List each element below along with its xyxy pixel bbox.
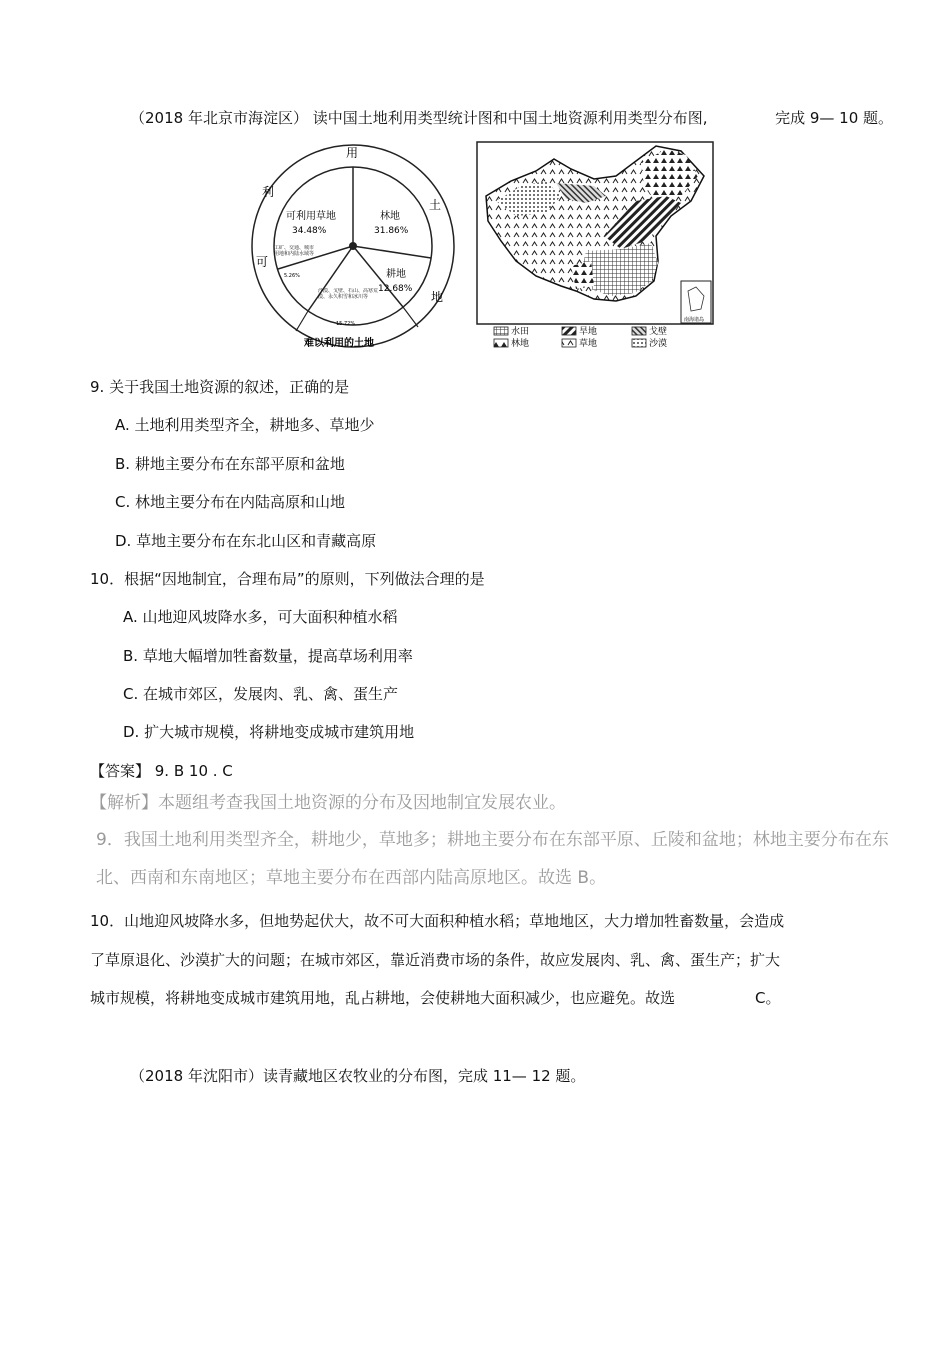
legend-label: 旱地 (579, 327, 598, 337)
legend-label: 林地 (511, 339, 530, 349)
explanation-10-line-1: 10．山地迎风坡降水多，但地势起伏大，故不可大面积种植水稻；草地地区，大力增加牲畜数量，会造成 (90, 912, 785, 930)
intro-text: 读中国土地利用类型统计图和中国土地资源利用类型分布图, (312, 109, 708, 127)
q10-option-a: A. 山地迎风坡降水多，可大面积种植水稻 (123, 608, 398, 626)
q9-stem: 9. 关于我国土地资源的叙述，正确的是 (90, 378, 350, 396)
q9-option-b: B. 耕地主要分布在东部平原和盆地 (115, 455, 345, 473)
q10-stem: 10．根据“因地制宜，合理布局”的原则，下列做法合理的是 (90, 570, 485, 588)
slice-value: 15.72% (336, 321, 356, 327)
analysis-line-3: 北、西南和东南地区；草地主要分布在西部内陆高原地区。故选 B。 (96, 868, 607, 888)
hard-to-use-label: 难以利用的土地 (304, 338, 374, 349)
analysis-line-2: 9．我国土地利用类型齐全，耕地少，草地多；耕地主要分布在东部平原、丘陵和盆地；林地主要分布在东 (96, 830, 889, 850)
q9-option-c: C. 林地主要分布在内陆高原和山地 (115, 493, 346, 511)
legend-label: 水田 (511, 327, 530, 337)
legend-label: 草地 (579, 339, 598, 349)
explanation-10-line-3 (90, 988, 781, 1008)
explanation-10-line-3-text: 城市规模，将耕地变成城市建筑用地，乱占耕地，会使耕地大面积减少，也应避免。故选 (90, 989, 676, 1007)
analysis-line-1: 【解析】本题组考查我国土地资源的分布及因地制宜发展农业。 (90, 793, 566, 813)
slice-value: 5.26% (284, 273, 300, 279)
slice-label: 林地 (380, 211, 400, 222)
land-use-pie-figure (248, 141, 458, 353)
intro-source: （2018 年北京市海淀区） (130, 109, 308, 127)
next-question-intro: （2018 年沈阳市）读青藏地区农牧业的分布图，完成 11— 12 题。 (130, 1067, 586, 1085)
ring-char: 地 (431, 290, 444, 304)
slice-label: 可利用草地 (286, 211, 336, 222)
question-intro (130, 108, 893, 128)
q9-option-a: A. 土地利用类型齐全，耕地多、草地少 (115, 416, 375, 434)
q10-option-d: D. 扩大城市规模，将耕地变成城市建筑用地 (123, 723, 415, 741)
slice-value: 12.68% (378, 284, 413, 294)
ring-char: 土 (429, 198, 442, 212)
explanation-10-answer: C。 (755, 989, 781, 1007)
slice-label: 耕地 (386, 269, 406, 280)
slice-value: 34.48% (292, 226, 327, 236)
explanation-10-line-2: 了草原退化、沙漠扩大的问题；在城市郊区，靠近消费市场的条件，故应发展肉、乳、禽、蛋生产；扩大 (90, 951, 781, 969)
slice-label: 工矿、交通、城市用地和内陆水域等 (274, 245, 315, 257)
inset-label: 南海诸岛 (684, 317, 705, 323)
slice-label: 沙漠、戈壁、石山、高寒荒漠、永久积雪和冰川等 (318, 288, 378, 300)
intro-tail: 完成 9— 10 题。 (775, 109, 894, 127)
q10-option-b: B. 草地大幅增加牲畜数量，提高草场利用率 (123, 647, 413, 665)
china-land-use-map (476, 141, 716, 353)
ring-char: 用 (346, 146, 359, 160)
q10-option-c: C. 在城市郊区，发展肉、乳、禽、蛋生产 (123, 685, 399, 703)
answer-line: 【答案】 9. B 10 . C (90, 762, 233, 780)
legend-label: 沙漠 (649, 339, 668, 349)
q9-option-d: D. 草地主要分布在东北山区和青藏高原 (115, 532, 377, 550)
slice-value: 31.86% (374, 226, 409, 236)
ring-char: 利 (262, 185, 275, 199)
legend-label: 戈壁 (649, 327, 668, 337)
ring-char: 可 (256, 255, 269, 269)
